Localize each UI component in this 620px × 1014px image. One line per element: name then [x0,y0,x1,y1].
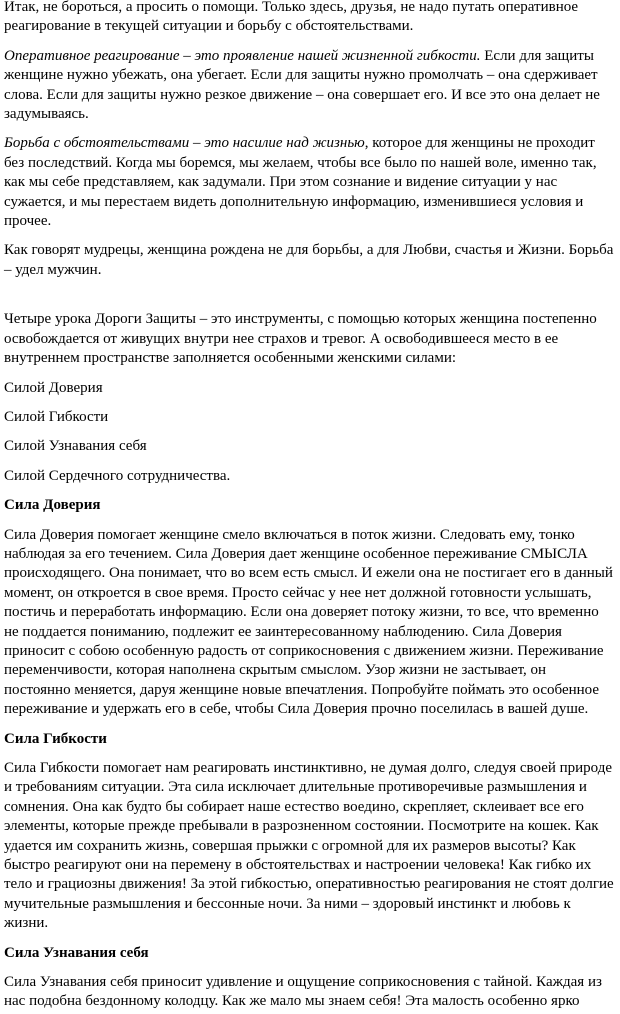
paragraph-struggle [4,134,616,231]
paragraph-flexibility [4,759,616,934]
paragraph-operative-reaction [4,47,616,125]
paragraph-help-text: Итак, не бороться, а просить о помощи. Только здесь, друзья, не надо путать оперативное реагирование в текущей ситуации и борьбу с обстоятельствами. [4,0,579,35]
paragraph-flexibility-text: Сила Гибкости помогает нам реагировать инстинктивно, не думая долго, следуя своей природе и требованиям ситуации. Эта сила исключает длительные противоречивые размышления и сомнения. Она как будто бы собирает наше естество воедино, скрепляет, склеивает все его элементы, которые прежде пребывали в разрозненном состоянии. Посмотрите на кошек. Как удается им сохранить жизнь, совершая прыжки с огромной для их размеров высоты? Как быстро реагируют они на перемену в обстоятельствах и настроении человека! Как гибко их тело и грациозны движения! За этой гибкостью, оперативностью реагирования не стоят долгие мучительные размышления и бессонные ночи. За ними – здоровый инстинкт и любовь к жизни. [4,760,614,932]
list-item-trust: Силой Доверия [4,379,103,396]
paragraph-self-knowing [4,973,616,1012]
paragraph-sages [4,241,616,280]
heading-trust: Сила Доверия [4,497,101,514]
heading-self-knowing: Сила Узнавания себя [4,944,149,961]
paragraph-sages-text: Как говорят мудрецы, женщина рождена не для борьбы, а для Любви, счастья и Жизни. Борьба – удел мужчин. [4,242,614,278]
struggle-text: , которое для женщины не проходит без последствий. Когда мы боремся, мы желаем, чтобы все было по нашей воле, именно так, как мы себе представляем, как задумали. При этом сознание и видение ситуации у нас сужается, и мы перестаем видеть дополнительную информацию, изменившиеся условия и прочее. [4,135,597,230]
paragraph-self-knowing-text: Сила Узнавания себя приносит удивление и ощущение соприкосновения с тайной. Каждая из нас подобна бездонному колодцу. Как же мало мы знаем себя! Эта малость особенно ярко [4,974,602,1010]
list-item-flexibility: Силой Гибкости [4,408,109,425]
list-item-self-knowing: Силой Узнавания себя [4,438,147,455]
struggle-definition: Борьба с обстоятельствами – это насилие над жизнью [4,135,365,152]
heading-flexibility: Сила Гибкости [4,730,107,747]
operative-reaction-text: Если для защиты женщине нужно убежать, она убегает. Если для защиты нужно промолчать – она сдерживает слова. Если для защиты нужно резкое движение – она совершает его. И все это она делает не задумываясь. [4,47,600,123]
paragraph-four-lessons-text: Четыре урока Дороги Защиты – это инструменты, с помощью которых женщина постепенно освобождается от живущих внутри нее страхов и тревог. А освободившееся место в ее внутреннем пространстве заполняется особенными женскими силами: [4,311,597,367]
paragraph-help [4,0,616,37]
paragraph-four-lessons [4,310,616,368]
list-item-cooperation: Силой Сердечного сотрудничества. [4,467,231,484]
paragraph-trust-text: Сила Доверия помогает женщине смело включаться в поток жизни. Следовать ему, тонко наблюдая за его течением. Сила Доверия дает женщине особенное переживание СМЫСЛА происходящего. Она понимает, что во всем есть смысл. И ежели она не постигает его в данный момент, он откроется в свое время. Просто сейчас у нее нет должной готовности услышать, постичь и переработать информацию. Если она доверяет потоку жизни, то все, что временно не поддается пониманию, подлежит ее заинтересованному наблюдению. Сила Доверия приносит с собою особенную радость от соприкосновения с движением жизни. Переживание переменчивости, которая наполнена скрытым смыслом. Узор жизни не застывает, он постоянно меняется, даруя женщине новые впечатления. Попробуйте поймать это особенное переживание и удержать его в себе, чтобы Сила Доверия прочно поселилась в вашей душе. [4,526,613,718]
operative-reaction-definition: Оперативное реагирование – это проявление нашей жизненной гибкости. [4,47,481,64]
paragraph-trust [4,526,616,720]
